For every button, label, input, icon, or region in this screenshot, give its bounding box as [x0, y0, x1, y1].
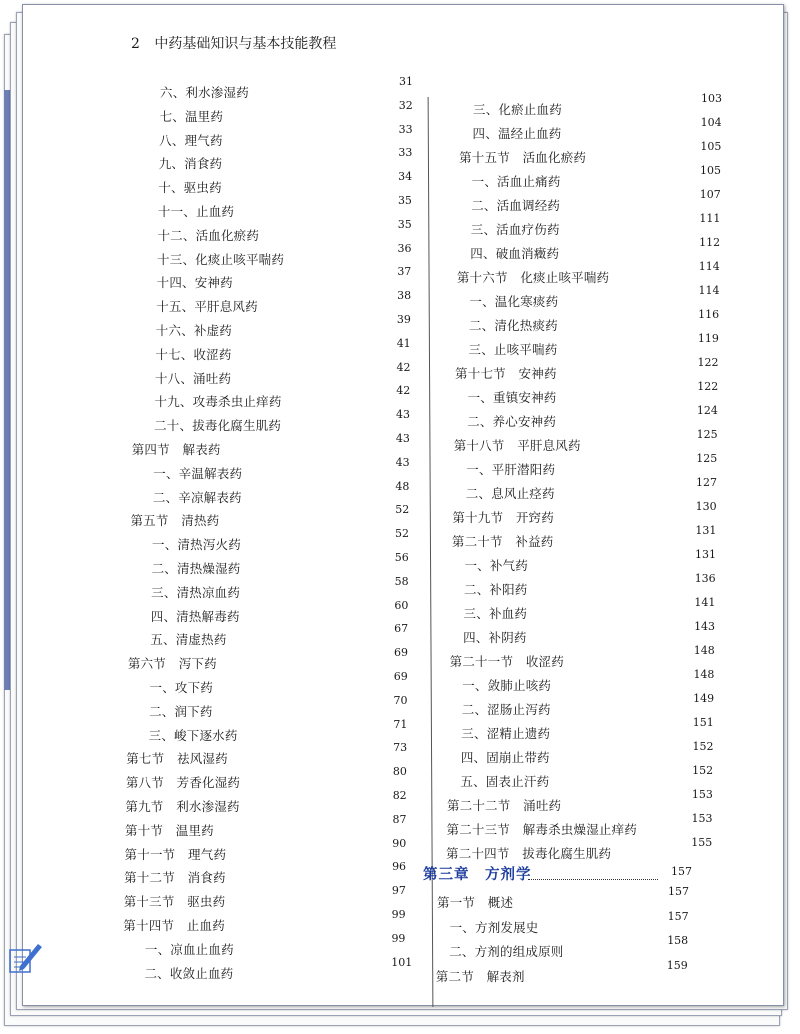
toc-entry: 二、清化热痰药: [468, 318, 558, 333]
toc-page-number: 103: [701, 92, 722, 105]
toc-page-number: 34: [398, 170, 413, 184]
toc-entry: 三、活血疗伤药: [470, 222, 560, 237]
toc-page-number: 114: [698, 260, 720, 273]
toc-page-number: 153: [691, 788, 713, 801]
toc-entry: 第十八节 平肝息风药: [453, 438, 581, 453]
toc-entry: 一、清热泻火药: [152, 537, 241, 553]
toc-page-number: 141: [694, 596, 716, 609]
toc-entry: 三、止咳平喘药: [468, 342, 558, 357]
chapter-heading: [423, 863, 693, 883]
toc-page-number: 32: [398, 98, 413, 112]
toc-entry: 第二十二节 涌吐药: [446, 798, 562, 813]
toc-page-number: 158: [667, 934, 689, 947]
toc-entry: 三、清热凉血药: [151, 584, 241, 600]
toc-page-number: 48: [395, 479, 410, 493]
toc-page-number: 125: [696, 428, 718, 441]
toc-entry: 一、重镇安神药: [467, 390, 557, 405]
toc-entry: 第十节 温里药: [124, 822, 214, 838]
toc-page-number: 69: [393, 646, 408, 660]
toc-entry: 二、息风止痉药: [465, 486, 555, 501]
toc-entry: 第十一节 理气药: [124, 846, 227, 862]
toc-page-number: 122: [697, 380, 719, 393]
chapter-page-number: 157: [671, 865, 692, 878]
toc-entry: 一、平肝潜阳药: [466, 462, 556, 477]
toc-page-number: 153: [691, 812, 713, 825]
toc-entry: 十一、止血药: [157, 204, 235, 219]
toc-page-number: 58: [394, 574, 409, 588]
toc-entry: 二、辛凉解表药: [152, 489, 242, 505]
toc-entry: 二、润下药: [149, 703, 213, 719]
toc-entry: 第十五节 活血化瘀药: [459, 150, 587, 165]
toc-page-number: 148: [693, 668, 715, 681]
toc-entry: 五、固表止汗药: [460, 774, 550, 789]
toc-page-number: 31: [399, 75, 413, 88]
toc-page-number: 104: [700, 116, 722, 129]
toc-entry: 四、清热解毒药: [150, 608, 240, 624]
toc-page-number: 42: [396, 384, 411, 398]
toc-entry: 第二十一节 收涩药: [449, 654, 564, 669]
toc-page-number: 101: [391, 955, 413, 969]
toc-entry: 三、补血药: [463, 606, 528, 621]
toc-page-number: 152: [692, 740, 714, 753]
toc-page-number: 69: [393, 670, 408, 683]
toc-entry: 十九、攻毒杀虫止痒药: [154, 394, 282, 410]
toc-page-number: 90: [392, 836, 407, 850]
toc-entry: 第十七节 安神药: [455, 366, 557, 381]
toc-page-number: 33: [398, 146, 413, 160]
toc-page-number: 99: [391, 931, 406, 945]
toc-entry: 二、养心安神药: [467, 414, 557, 429]
document-page: [22, 4, 784, 1006]
toc-page-number: 131: [695, 548, 716, 561]
toc-page-number: 125: [696, 452, 718, 465]
toc-page-number: 143: [694, 620, 716, 633]
chapter-leader-dots: [528, 863, 658, 880]
toc-page-number: 107: [699, 188, 721, 201]
chapter-title: 第三章 方剂学: [423, 867, 532, 883]
toc-page-number: 35: [397, 194, 412, 207]
toc-entry: 一、敛肺止咳药: [462, 678, 552, 693]
toc-entry: 第二十节 补益药: [451, 534, 554, 549]
toc-entry: 二、清热燥湿药: [151, 561, 241, 576]
toc-entry: 一、攻下药: [149, 680, 214, 695]
toc-page-number: 99: [391, 908, 406, 921]
toc-entry: 二、补阳药: [464, 582, 528, 597]
header-title: 中药基础知识与基本技能教程: [154, 36, 337, 52]
toc-page-number: 80: [392, 765, 407, 779]
toc-page-number: 114: [698, 284, 720, 297]
toc-page-number: 159: [666, 958, 688, 972]
toc-page-number: 87: [392, 812, 407, 826]
toc-page-number: 36: [397, 241, 412, 255]
toc-page-number: 157: [667, 909, 689, 923]
toc-entry: 十四、安神药: [156, 275, 233, 291]
toc-entry: 第十六节 化痰止咳平喘药: [456, 270, 610, 285]
toc-page-number: 127: [695, 476, 717, 489]
toc-page-number: 116: [698, 308, 720, 321]
toc-page-number: 73: [393, 741, 408, 755]
toc-entry: 第九节 利水渗湿药: [125, 799, 240, 814]
toc-page-number: 33: [398, 122, 413, 136]
toc-page-number: 119: [697, 332, 719, 345]
toc-page-number: 112: [699, 236, 721, 249]
toc-entry: 二、收敛止血药: [144, 965, 234, 981]
running-header: [131, 33, 336, 53]
toc-entry: 三、化瘀止血药: [473, 102, 562, 117]
toc-entry: 十二、活血化瘀药: [157, 227, 260, 243]
toc-entry: 第十九节 开窍药: [452, 510, 554, 525]
toc-page-number: 97: [391, 884, 406, 898]
toc-page-number: 67: [394, 622, 409, 636]
toc-page-number: 136: [694, 572, 716, 585]
toc-entry: 七、温里药: [159, 108, 224, 124]
toc-entry: 一、方剂发展史: [449, 919, 539, 935]
toc-entry: 一、凉血止血药: [144, 941, 234, 957]
toc-entry: 六、利水渗湿药: [160, 85, 249, 100]
toc-entry: 第八节 芳香化湿药: [125, 775, 241, 791]
toc-page-number: 43: [396, 408, 411, 422]
toc-page-number: 43: [395, 455, 410, 469]
toc-page-number: 71: [393, 717, 408, 731]
toc-entry: 第七节 祛风湿药: [126, 751, 228, 767]
toc-entry: 十三、化痰止咳平喘药: [157, 251, 285, 267]
toc-page-number: 35: [397, 217, 412, 231]
toc-entry: 四、补阴药: [463, 630, 527, 645]
toc-entry: 八、理气药: [159, 132, 223, 148]
pen-paper-icon: [6, 940, 46, 974]
toc-entry: 第一节 概述: [437, 895, 514, 910]
toc-page-number: 52: [395, 503, 410, 517]
header-page-number: 2: [131, 36, 140, 52]
toc-entry: 三、涩精止遗药: [461, 726, 551, 741]
toc-entry: 九、消食药: [158, 156, 223, 172]
toc-page-number: 42: [396, 360, 411, 374]
toc-entry: 四、温经止血药: [472, 126, 562, 141]
toc-page-number: 41: [396, 336, 411, 350]
toc-page-number: 52: [395, 527, 409, 541]
toc-entry: 四、固崩止带药: [460, 750, 550, 765]
toc-page-number: 60: [394, 598, 409, 612]
toc-entry: 一、活血止痛药: [471, 174, 561, 189]
toc-page-number: 70: [393, 693, 408, 707]
toc-entry: 五、清虚热药: [150, 632, 227, 648]
toc-entry: 一、温化寒痰药: [469, 294, 559, 309]
toc-entry: 第二十三节 解毒杀虫燥湿止痒药: [446, 822, 638, 837]
toc-entry: 第二节 解表剂: [435, 968, 525, 984]
toc-page-number: 96: [392, 860, 407, 874]
toc-page-number: 149: [693, 692, 715, 705]
toc-page-number: 56: [394, 551, 409, 564]
toc-entry: 十六、补虚药: [155, 323, 232, 338]
toc-page-number: 151: [692, 716, 714, 729]
toc-entry: 第二十四节 拔毒化腐生肌药: [446, 846, 612, 861]
toc-page-number: 82: [392, 789, 407, 802]
toc-page-number: 122: [697, 356, 719, 369]
toc-entry: 三、峻下逐水药: [148, 727, 238, 743]
toc-page-number: 148: [693, 644, 715, 657]
toc-entry: 二、方剂的组成原则: [449, 944, 564, 959]
toc-page-number: 152: [692, 764, 714, 777]
toc-page-number: 105: [700, 140, 722, 153]
toc-page-number: 155: [691, 836, 713, 849]
toc-entry: 十、驱虫药: [158, 180, 222, 196]
toc-page-number: 124: [696, 404, 718, 417]
toc-page-number: 37: [397, 265, 412, 279]
toc-entry: 四、破血消癥药: [470, 246, 560, 261]
toc-entry: 二、涩肠止泻药: [461, 702, 551, 717]
toc-entry: 第六节 泻下药: [127, 656, 217, 672]
toc-page-number: 105: [700, 164, 722, 177]
toc-entry: 第四节 解表药: [131, 442, 221, 457]
toc-entry: 一、辛温解表药: [153, 465, 243, 481]
toc-entry: 二十、拔毒化腐生肌药: [154, 418, 282, 434]
toc-entry: 十八、涌吐药: [154, 370, 232, 386]
toc-page-number: 130: [695, 500, 717, 513]
toc-page-number: 38: [397, 289, 412, 303]
toc-entry: 第十四节 止血药: [123, 918, 225, 933]
toc-page-number: 157: [668, 885, 689, 898]
toc-entry: 二、活血调经药: [471, 198, 561, 213]
toc-entry: 第十三节 驱虫药: [123, 894, 226, 910]
toc-page-number: 131: [695, 524, 717, 537]
toc-page-number: 111: [699, 212, 721, 225]
toc-entry: 第五节 清热药: [130, 513, 220, 529]
toc-entry: 十五、平肝息风药: [156, 299, 258, 315]
toc-page-number: 43: [395, 432, 410, 445]
toc-page-number: 39: [396, 313, 411, 326]
toc-entry: 一、补气药: [464, 558, 528, 573]
toc-entry: 十七、收涩药: [155, 346, 232, 362]
toc-entry: 第十二节 消食药: [124, 870, 226, 886]
